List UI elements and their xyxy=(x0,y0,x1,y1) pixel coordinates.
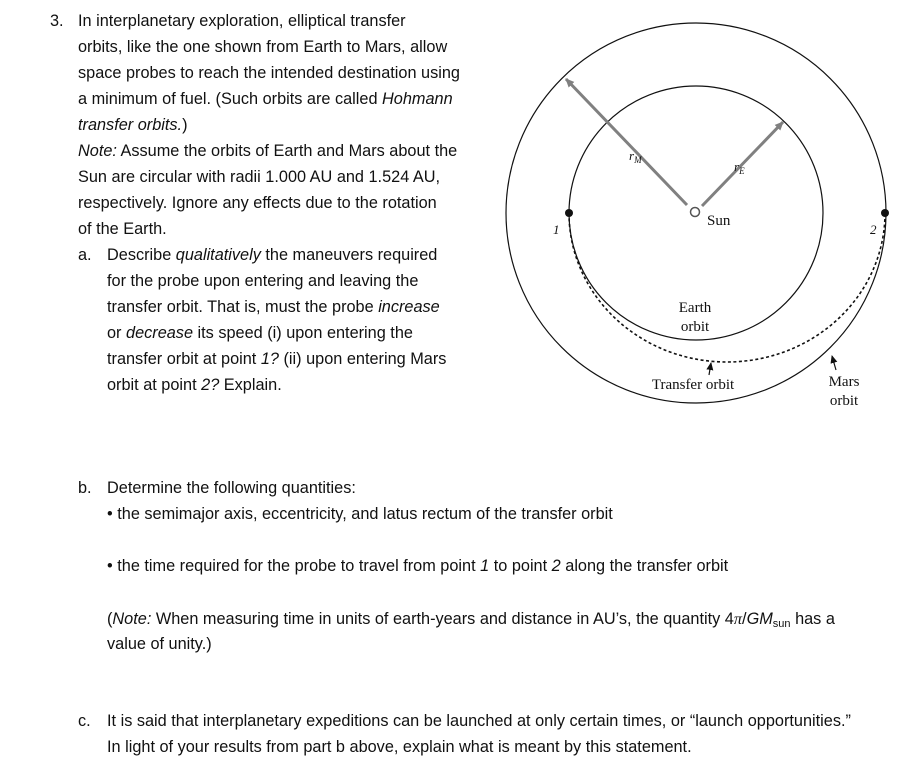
text: along the transfer orbit xyxy=(560,557,729,575)
text: has a xyxy=(790,610,835,628)
text-italic: increase xyxy=(378,298,440,316)
intro-line: orbits, like the one shown from Earth to Mars, allow xyxy=(78,38,448,56)
mars-orbit-pointer xyxy=(832,356,836,370)
part-b-intro: Determine the following quantities: xyxy=(107,479,356,497)
text: (ii) upon entering Mars xyxy=(278,350,447,368)
text: to point xyxy=(489,557,552,575)
bullet-text: the semimajor axis, eccentricity, and latus rectum of the transfer orbit xyxy=(117,505,613,523)
note-line: respectively. Ignore any effects due to the rotation xyxy=(78,194,437,212)
note-label: Note: xyxy=(78,142,117,160)
earth-radius-arrow xyxy=(702,122,783,206)
text: or xyxy=(107,324,127,342)
intro-text: a minimum of fuel. (Such orbits are called xyxy=(78,90,383,108)
gm-symbol: GM xyxy=(746,610,773,628)
intro-close: ) xyxy=(182,116,188,134)
r-symbol: r xyxy=(734,159,740,174)
gm-subscript: sun xyxy=(772,618,791,630)
sun-icon xyxy=(691,208,700,217)
text: When measuring time in units of earth-years and distance in AU’s, the quantity 4 xyxy=(151,610,734,628)
text: Describe xyxy=(107,246,176,264)
point-2-label: 2 xyxy=(870,222,877,237)
point-1-marker xyxy=(565,209,573,217)
text: transfer orbit at point xyxy=(107,350,261,368)
problem-number: 3. xyxy=(50,12,64,30)
intro-line: space probes to reach the intended destination using xyxy=(78,64,460,82)
text-italic: decrease xyxy=(126,324,193,342)
part-b-label: b. xyxy=(78,479,92,497)
part-a-line: for the probe upon entering and leaving the xyxy=(107,272,419,290)
note-line: Sun are circular with radii 1.000 AU and 1.524 AU, xyxy=(78,168,441,186)
text-italic: 2 xyxy=(551,557,561,575)
part-a-label: a. xyxy=(78,246,92,264)
mars-orbit-label: orbit xyxy=(829,393,859,409)
text-italic: 1? xyxy=(260,350,279,368)
part-c-line: It is said that interplanetary expeditions can be launched at only certain times, or “launch opportunities.” xyxy=(107,712,851,730)
earth-orbit-label: Earth xyxy=(678,300,712,316)
r-subscript: M xyxy=(634,155,642,165)
intro-line: In interplanetary exploration, elliptical transfer xyxy=(78,12,406,30)
sun-label: Sun xyxy=(707,213,731,229)
text: transfer orbit. That is, must the probe xyxy=(107,298,379,316)
text-italic: 1 xyxy=(480,557,490,575)
earth-orbit-label: orbit xyxy=(680,319,710,335)
transfer-orbit-pointer xyxy=(709,363,711,375)
mars-radius-arrow xyxy=(566,79,687,205)
part-c-line: In light of your results from part b above, explain what is meant by this statement. xyxy=(107,738,692,756)
text: orbit at point xyxy=(107,376,202,394)
note-line: of the Earth. xyxy=(78,220,167,238)
text-italic: 2? xyxy=(201,376,220,394)
bullet-icon: • xyxy=(107,505,118,523)
text: / xyxy=(742,610,747,628)
r-subscript: E xyxy=(739,166,745,176)
text: ( xyxy=(107,610,113,628)
text-italic: qualitatively xyxy=(175,246,261,264)
note-text: Assume the orbits of Earth and Mars about the xyxy=(116,142,458,160)
bullet-icon: • xyxy=(107,557,118,575)
text: the time required for the probe to travel from point xyxy=(117,557,481,575)
text: the maneuvers required xyxy=(260,246,438,264)
part-b-note-line2: value of unity.) xyxy=(107,635,212,653)
hohmann-term: Hohmann xyxy=(382,90,453,108)
r-symbol: r xyxy=(629,148,635,163)
part-c-label: c. xyxy=(78,712,91,730)
pi-symbol: π xyxy=(733,609,743,628)
mars-orbit-label: Mars xyxy=(828,374,860,390)
point-1-label: 1 xyxy=(553,222,560,237)
transfer-orbits-term: transfer orbits. xyxy=(78,116,183,134)
note-label: Note: xyxy=(112,610,152,628)
text: Explain. xyxy=(219,376,282,394)
text: its speed (i) upon entering the xyxy=(193,324,413,342)
transfer-orbit-label: Transfer orbit xyxy=(651,377,735,393)
point-2-marker xyxy=(881,209,889,217)
